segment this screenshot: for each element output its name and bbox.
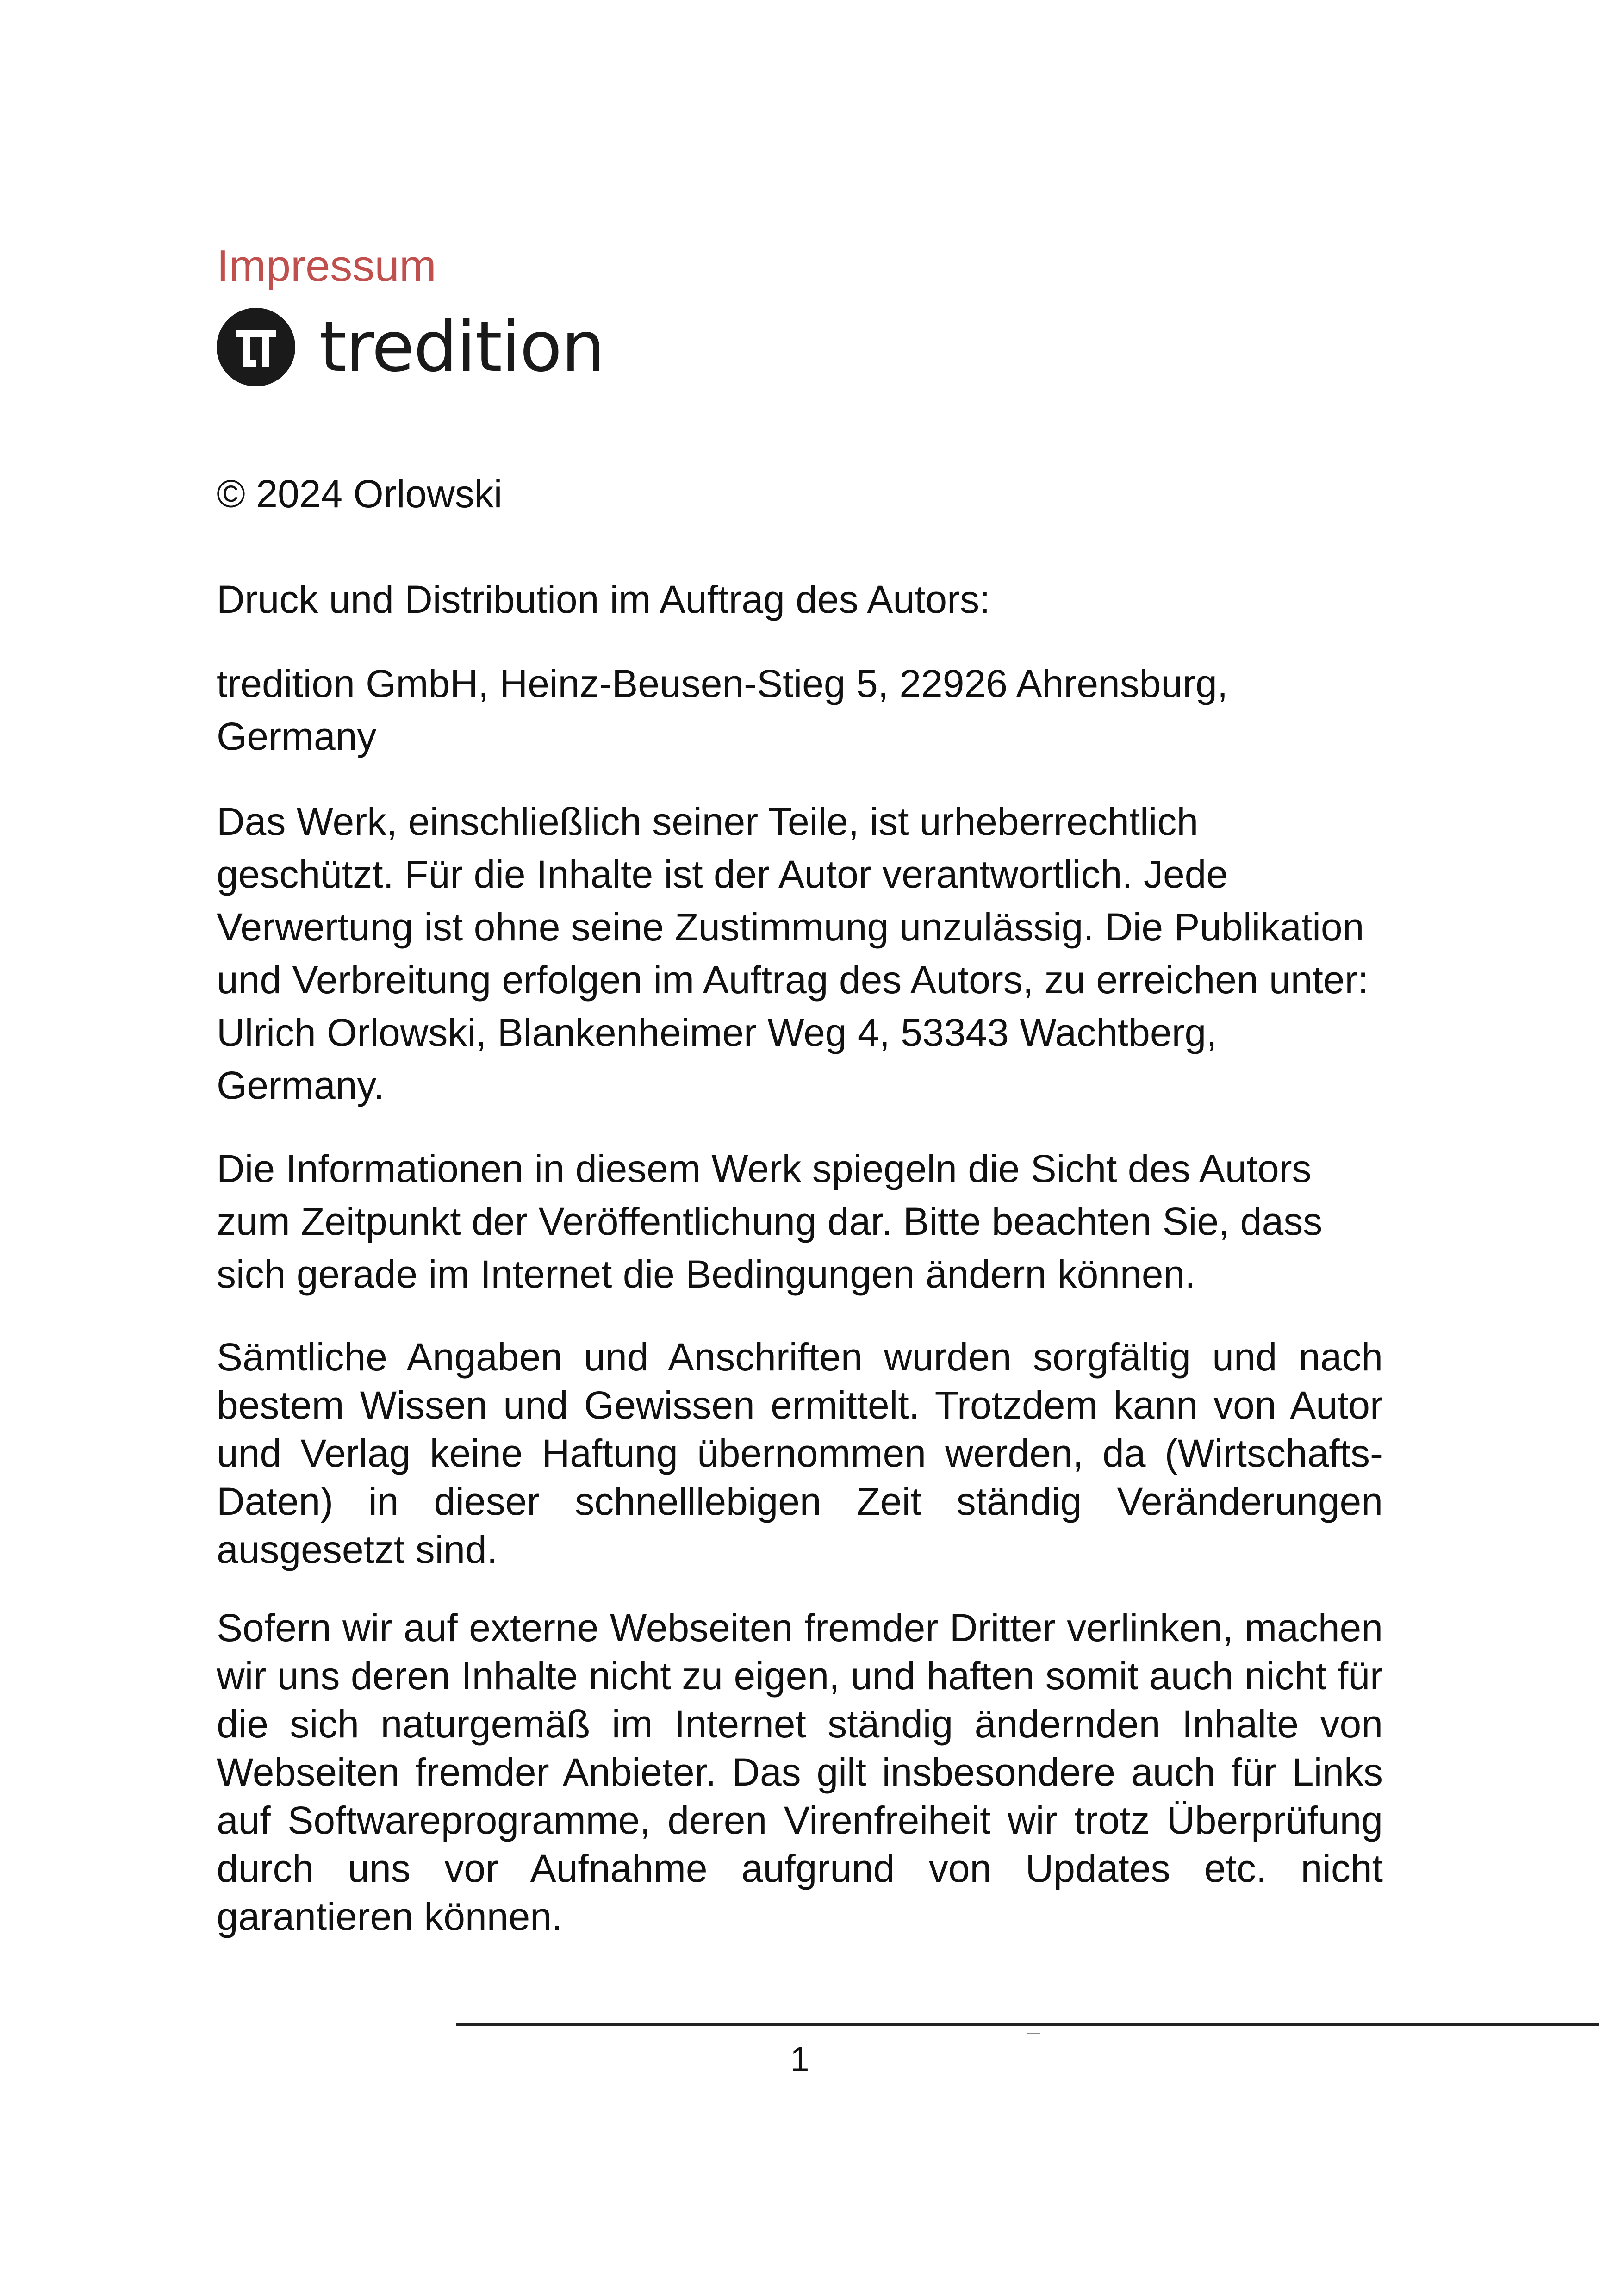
paragraph-information-notice: Die Informationen in diesem Werk spiegeln die Sicht des Autors zum Zeitpunkt der Veröffentlichung dar. Bitte beachten Sie, dass sich gerade im Internet die Bedingungen ändern können.: [217, 1147, 1323, 1296]
paragraph-liability-notice: Sämtliche Angaben und Anschriften wurden sorgfältig und nach bestem Wissen und Gewissen ermittelt. Trotzdem kann von Autor und Verlag keine Haftung übernommen werden, da (Wirtschafts-Daten) in dieser schnelllebigen Zeit ständig Veränderungen ausgesetzt sind.: [217, 1335, 1383, 1571]
publisher-logo: [217, 305, 604, 389]
page-number: 1: [790, 2040, 809, 2078]
logo-wordmark: tredition: [319, 307, 604, 387]
page-title: Impressum: [217, 241, 436, 291]
paragraph-external-links-notice: Sofern wir auf externe Webseiten fremder Dritter verlinken, machen wir uns deren Inhalte nicht zu eigen, und haften somit auch nicht für die sich naturgemäß im Internet ständig ändernden Inhalte von Webseiten fremder Anbieter. Das gilt insbesondere auch für Links auf Softwareprogramme, deren Virenfreiheit wir trotz Überprüfung durch uns vor Aufnahme aufgrund von Updates etc. nicht garantieren können.: [217, 1606, 1383, 1938]
tredition-logo-icon: [217, 308, 295, 386]
publisher-address: tredition GmbH, Heinz-Beusen-Stieg 5, 22926 Ahrensburg, Germany: [217, 662, 1228, 758]
footer-divider: [456, 2023, 1599, 2026]
copyright-line: © 2024 Orlowski: [217, 472, 503, 516]
print-distribution-line: Druck und Distribution im Auftrag des Autors:: [217, 578, 990, 621]
footer-mark: [1027, 2033, 1040, 2034]
paragraph-copyright-notice: Das Werk, einschließlich seiner Teile, ist urheberrechtlich geschützt. Für die Inhalte ist der Autor verantwortlich. Jede Verwertung ist ohne seine Zustimmung unzulässig. Die Publikation und Verbreitung erfolgen im Auftrag des Autors, zu erreichen unter: Ulrich Orlowski, Blankenheimer Weg 4, 53343 Wachtberg, Germany.: [217, 800, 1369, 1107]
